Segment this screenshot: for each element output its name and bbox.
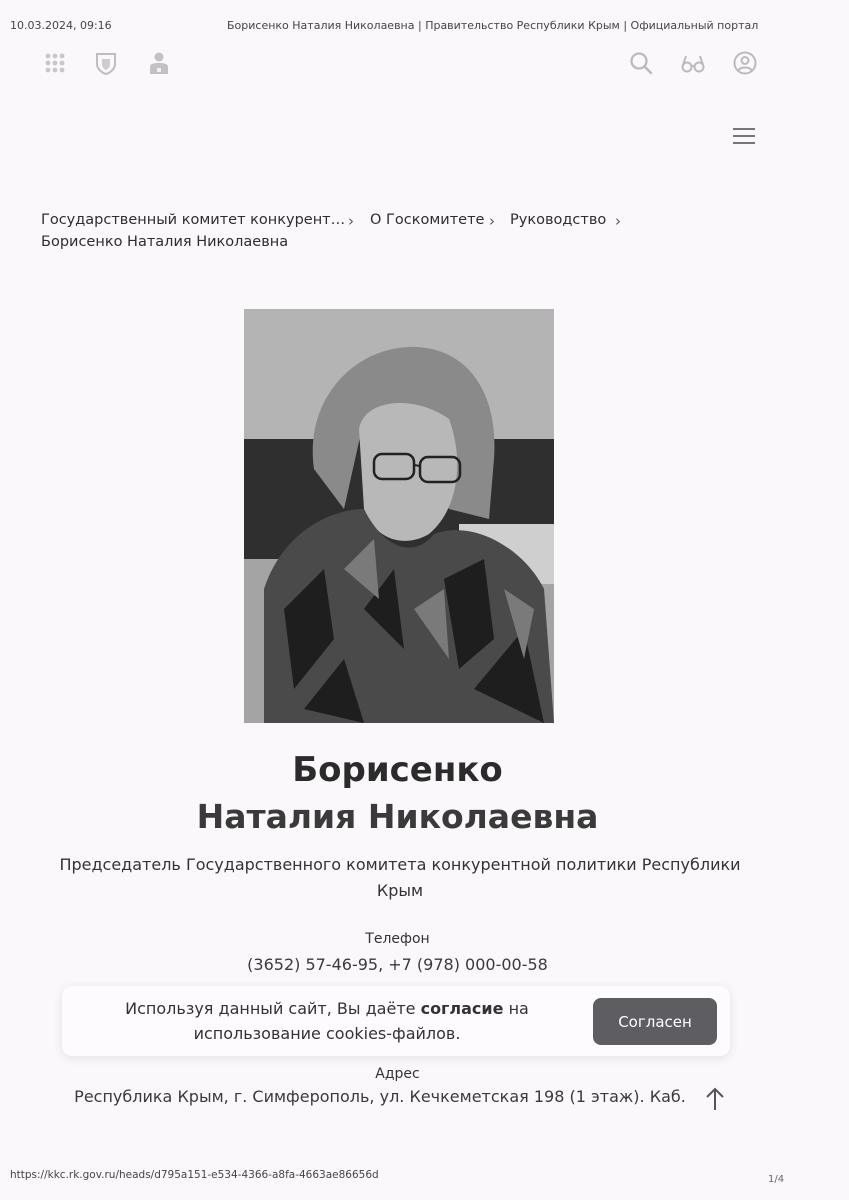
cookie-banner	[62, 986, 730, 1056]
breadcrumb-item-leadership[interactable]: Руководство	[510, 212, 607, 228]
person-given-names: Наталия Николаевна	[196, 797, 599, 836]
portrait-photo	[244, 309, 554, 723]
accept-cookies-button[interactable]: Согласен	[593, 998, 717, 1045]
glasses-icon[interactable]	[680, 50, 706, 76]
user-icon[interactable]	[732, 50, 758, 76]
address-value: Республика Крым, г. Симферополь, ул. Кечкеметская 198 (1 этаж). Каб.	[74, 1087, 686, 1106]
breadcrumb	[41, 212, 741, 250]
coat-of-arms-icon[interactable]	[93, 50, 119, 76]
print-url: https://kkc.rk.gov.ru/heads/d795a151-e534-4366-a8fa-4663ae86656d	[10, 1169, 379, 1181]
chevron-right-icon: ›	[348, 212, 354, 230]
person-position: Председатель Государственного комитета конкурентной политики Республики Крым	[59, 855, 741, 900]
print-datetime: 10.03.2024, 09:16	[10, 19, 112, 32]
breadcrumb-current: Борисенко Наталия Николаевна	[41, 234, 289, 250]
breadcrumb-item-committee[interactable]: Государственный комитет конкурент…	[41, 212, 346, 228]
person-surname: Борисенко	[292, 750, 503, 790]
cookie-text-start: Используя данный сайт, Вы даёте	[125, 999, 421, 1018]
address-label: Адрес	[375, 1066, 420, 1082]
arrow-up-icon[interactable]	[702, 1084, 728, 1114]
print-page-number: 1/4	[768, 1174, 785, 1185]
phone-value[interactable]: (3652) 57-46-95, +7 (978) 000-00-58	[247, 955, 548, 974]
print-page-title: Борисенко Наталия Николаевна | Правительство Республики Крым | Официальный портал	[227, 19, 759, 32]
breadcrumb-item-about[interactable]: О Госкомитете	[370, 212, 485, 228]
cookie-text	[92, 996, 562, 1046]
cookie-text-end: на использование cookies-файлов.	[193, 999, 529, 1043]
phone-label: Телефон	[365, 931, 430, 947]
chevron-right-icon: ›	[615, 212, 621, 230]
search-icon[interactable]	[628, 50, 654, 76]
apps-grid-icon[interactable]	[42, 50, 68, 76]
cookie-consent-link[interactable]: согласие	[420, 999, 504, 1018]
chevron-right-icon: ›	[489, 212, 495, 230]
officials-icon[interactable]	[146, 50, 172, 76]
menu-icon[interactable]	[733, 126, 757, 146]
